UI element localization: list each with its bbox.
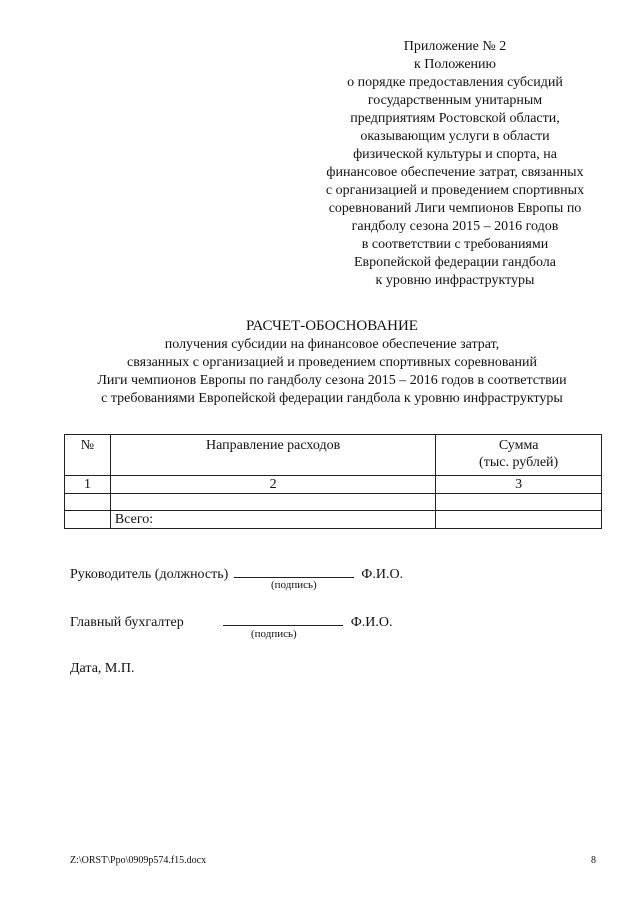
table-header-row xyxy=(65,435,602,476)
table-cell: 1 xyxy=(65,476,111,494)
annex-line: с организацией и проведением спортивных xyxy=(325,183,585,198)
accountant-signature-line xyxy=(70,611,393,632)
title-line: с требованиями Европейской федерации гандбола к уровню инфраструктуры xyxy=(101,391,563,406)
document-title xyxy=(40,317,624,408)
table-numbering-row xyxy=(65,476,602,494)
table-cell xyxy=(65,494,111,511)
table-row xyxy=(65,494,602,511)
header-direction: Направление расходов xyxy=(110,435,435,476)
date-label: Дата, М.П. xyxy=(70,661,135,676)
table-total-row xyxy=(65,511,602,529)
annex-line: о порядке предоставления субсидий xyxy=(347,75,563,90)
title-line: Лиги чемпионов Европы по гандболу сезона 2015 – 2016 годов в соответствии xyxy=(97,373,567,388)
footer-file-path: Z:\ORST\Ppo\0909p574.f15.docx xyxy=(70,855,207,866)
annex-line: к уровню инфраструктуры xyxy=(375,273,535,288)
table-cell: 2 xyxy=(110,476,435,494)
head-signature-line xyxy=(70,563,403,584)
head-signature-blank xyxy=(234,563,354,578)
accountant-fio: Ф.И.О. xyxy=(350,615,393,630)
annex-line: Европейской федерации гандбола xyxy=(354,255,556,270)
title-line: получения субсидии на финансовое обеспечение затрат, xyxy=(164,337,500,352)
accountant-signature-blank xyxy=(223,611,343,626)
annex-line: физической культуры и спорта, на xyxy=(353,147,557,162)
annex-line: оказывающим услуги в области xyxy=(360,129,550,144)
annex-line: гандболу сезона 2015 – 2016 годов xyxy=(351,219,559,234)
annex-line: соревнований Лиги чемпионов Европы по xyxy=(328,201,582,216)
title-heading: РАСЧЕТ-ОБОСНОВАНИЕ xyxy=(246,318,418,334)
annex-header xyxy=(290,38,620,290)
table-cell xyxy=(110,494,435,511)
annex-line: государственным унитарным xyxy=(367,93,543,108)
head-fio: Ф.И.О. xyxy=(361,567,404,582)
calculation-table xyxy=(64,434,602,529)
head-label: Руководитель (должность) xyxy=(70,567,229,582)
header-sum-line2: (тыс. рублей) xyxy=(479,455,559,470)
annex-line: предприятиям Ростовской области, xyxy=(350,111,560,126)
head-podpis-caption: (подпись) xyxy=(271,579,317,591)
annex-line: к Положению xyxy=(413,57,496,72)
header-sum-line1: Сумма xyxy=(498,438,539,453)
footer-page-number: 8 xyxy=(591,855,596,866)
accountant-podpis-caption: (подпись) xyxy=(251,628,297,640)
total-value-cell xyxy=(436,511,602,529)
table-cell: 3 xyxy=(436,476,602,494)
total-label: Всего: xyxy=(110,511,435,529)
header-number: № xyxy=(65,435,111,476)
table-cell xyxy=(436,494,602,511)
annex-line: финансовое обеспечение затрат, связанных xyxy=(326,165,584,180)
title-line: связанных с организацией и проведением спортивных соревнований xyxy=(126,355,538,370)
table-cell xyxy=(65,511,111,529)
accountant-label: Главный бухгалтер xyxy=(70,615,184,630)
annex-line: в соответствии с требованиями xyxy=(361,237,549,252)
annex-line: Приложение № 2 xyxy=(403,39,507,54)
header-sum xyxy=(436,435,602,476)
